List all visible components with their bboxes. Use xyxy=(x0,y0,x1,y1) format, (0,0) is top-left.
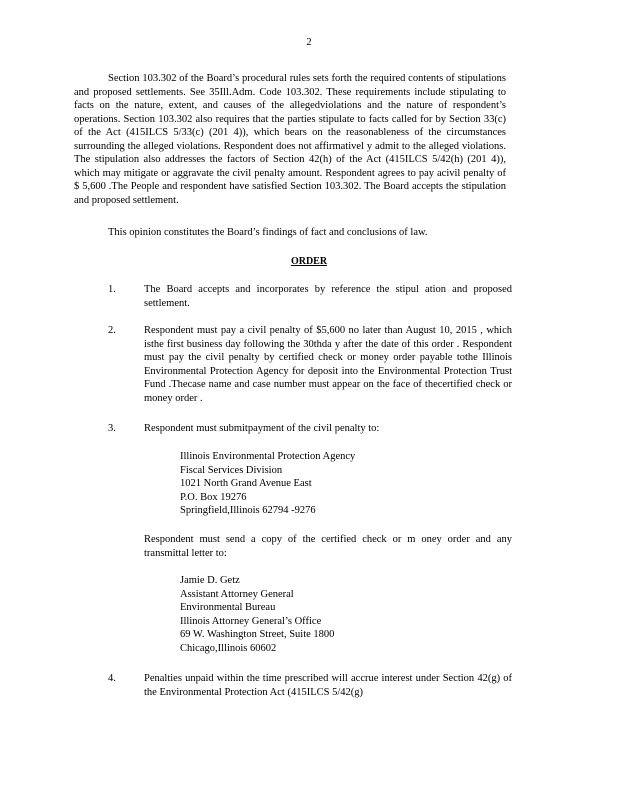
item-number: 2. xyxy=(108,325,116,336)
item-number: 3. xyxy=(108,423,116,434)
address-line: Illinois Environmental Protection Agency xyxy=(180,451,356,462)
address-line: Chicago,Illinois 60602 xyxy=(180,642,277,654)
address-line: Fiscal Services Division xyxy=(180,464,283,476)
address-line: Assistant Attorney General xyxy=(180,588,294,600)
item-text: Respondent must pay a civil penalty of $5,600 no later than August 10, 2015 , which isthe first business day following the 30thda y after the date of this order . Respondent must pay the civil penalty by certified check or money order payable tothe Illinois Environmental Protection Agency for deposit into the Environmental Protection Trust Fund .Thecase name and case number must appear on the face of thecertified check or money order . xyxy=(144,325,512,404)
address-line: P.O. Box 19276 xyxy=(180,491,247,503)
opinion-paragraph: This opinion constitutes the Board’s findings of fact and conclusions of law. xyxy=(108,227,428,238)
address-line: 69 W. Washington Street, Suite 1800 xyxy=(180,629,335,640)
address-line: Environmental Bureau xyxy=(180,602,276,613)
item-text: The Board accepts and incorporates by reference the stipul ation and proposed settlement. xyxy=(144,284,512,309)
page-number: 2 xyxy=(306,37,312,48)
item-text: Penalties unpaid within the time prescribed will accrue interest under Section 42(g) of the Environmental Protection Act (415ILCS 5/42(g) xyxy=(144,673,512,698)
address-line: Jamie D. Getz xyxy=(180,575,240,586)
payment-address-block xyxy=(180,450,355,518)
item-number: 1. xyxy=(108,284,116,295)
item-text: Respondent must submitpayment of the civil penalty to: xyxy=(144,423,380,434)
intro-paragraph: Section 103.302 of the Board’s procedural rules sets forth the required contents of stipulations and proposed settlements. See 35Ill.Adm. Code 103.302. These requirements include stipulating to facts on the nature, extent, and causes of the allegedviolations and the nature of respondent’s operations. Section 103.302 also requires that the parties stipulate to facts called for by Section 33(c) of the Act (415ILCS 5/33(c) (201 4)), which bears on the reasonableness of the circumstances surrounding the alleged violations. Respondent does not affirmativel y admit to the alleged violations. The stipulation also addresses the factors of Section 42(h) of the Act (415ILCS 5/42(h) (201 4)), which may mitigate or aggravate the civil penalty amount. Respondent agrees to pay acivil penalty of $ 5,600 .The People and respondent have satisfied Section 103.302. The Board accepts the stipulation and proposed settlement. xyxy=(74,73,506,206)
copy-instructions-paragraph: Respondent must send a copy of the certified check or m oney order and any transmittal letter to: xyxy=(144,534,512,559)
item-number: 4. xyxy=(108,673,116,684)
copy-address-block xyxy=(180,574,334,655)
address-line: 1021 North Grand Avenue East xyxy=(180,478,312,489)
order-heading-text: ORDER xyxy=(290,256,328,267)
address-line: Springfield,Illinois 62794 -9276 xyxy=(180,505,316,516)
address-line: Illinois Attorney General’s Office xyxy=(180,615,322,627)
order-heading xyxy=(0,255,618,269)
